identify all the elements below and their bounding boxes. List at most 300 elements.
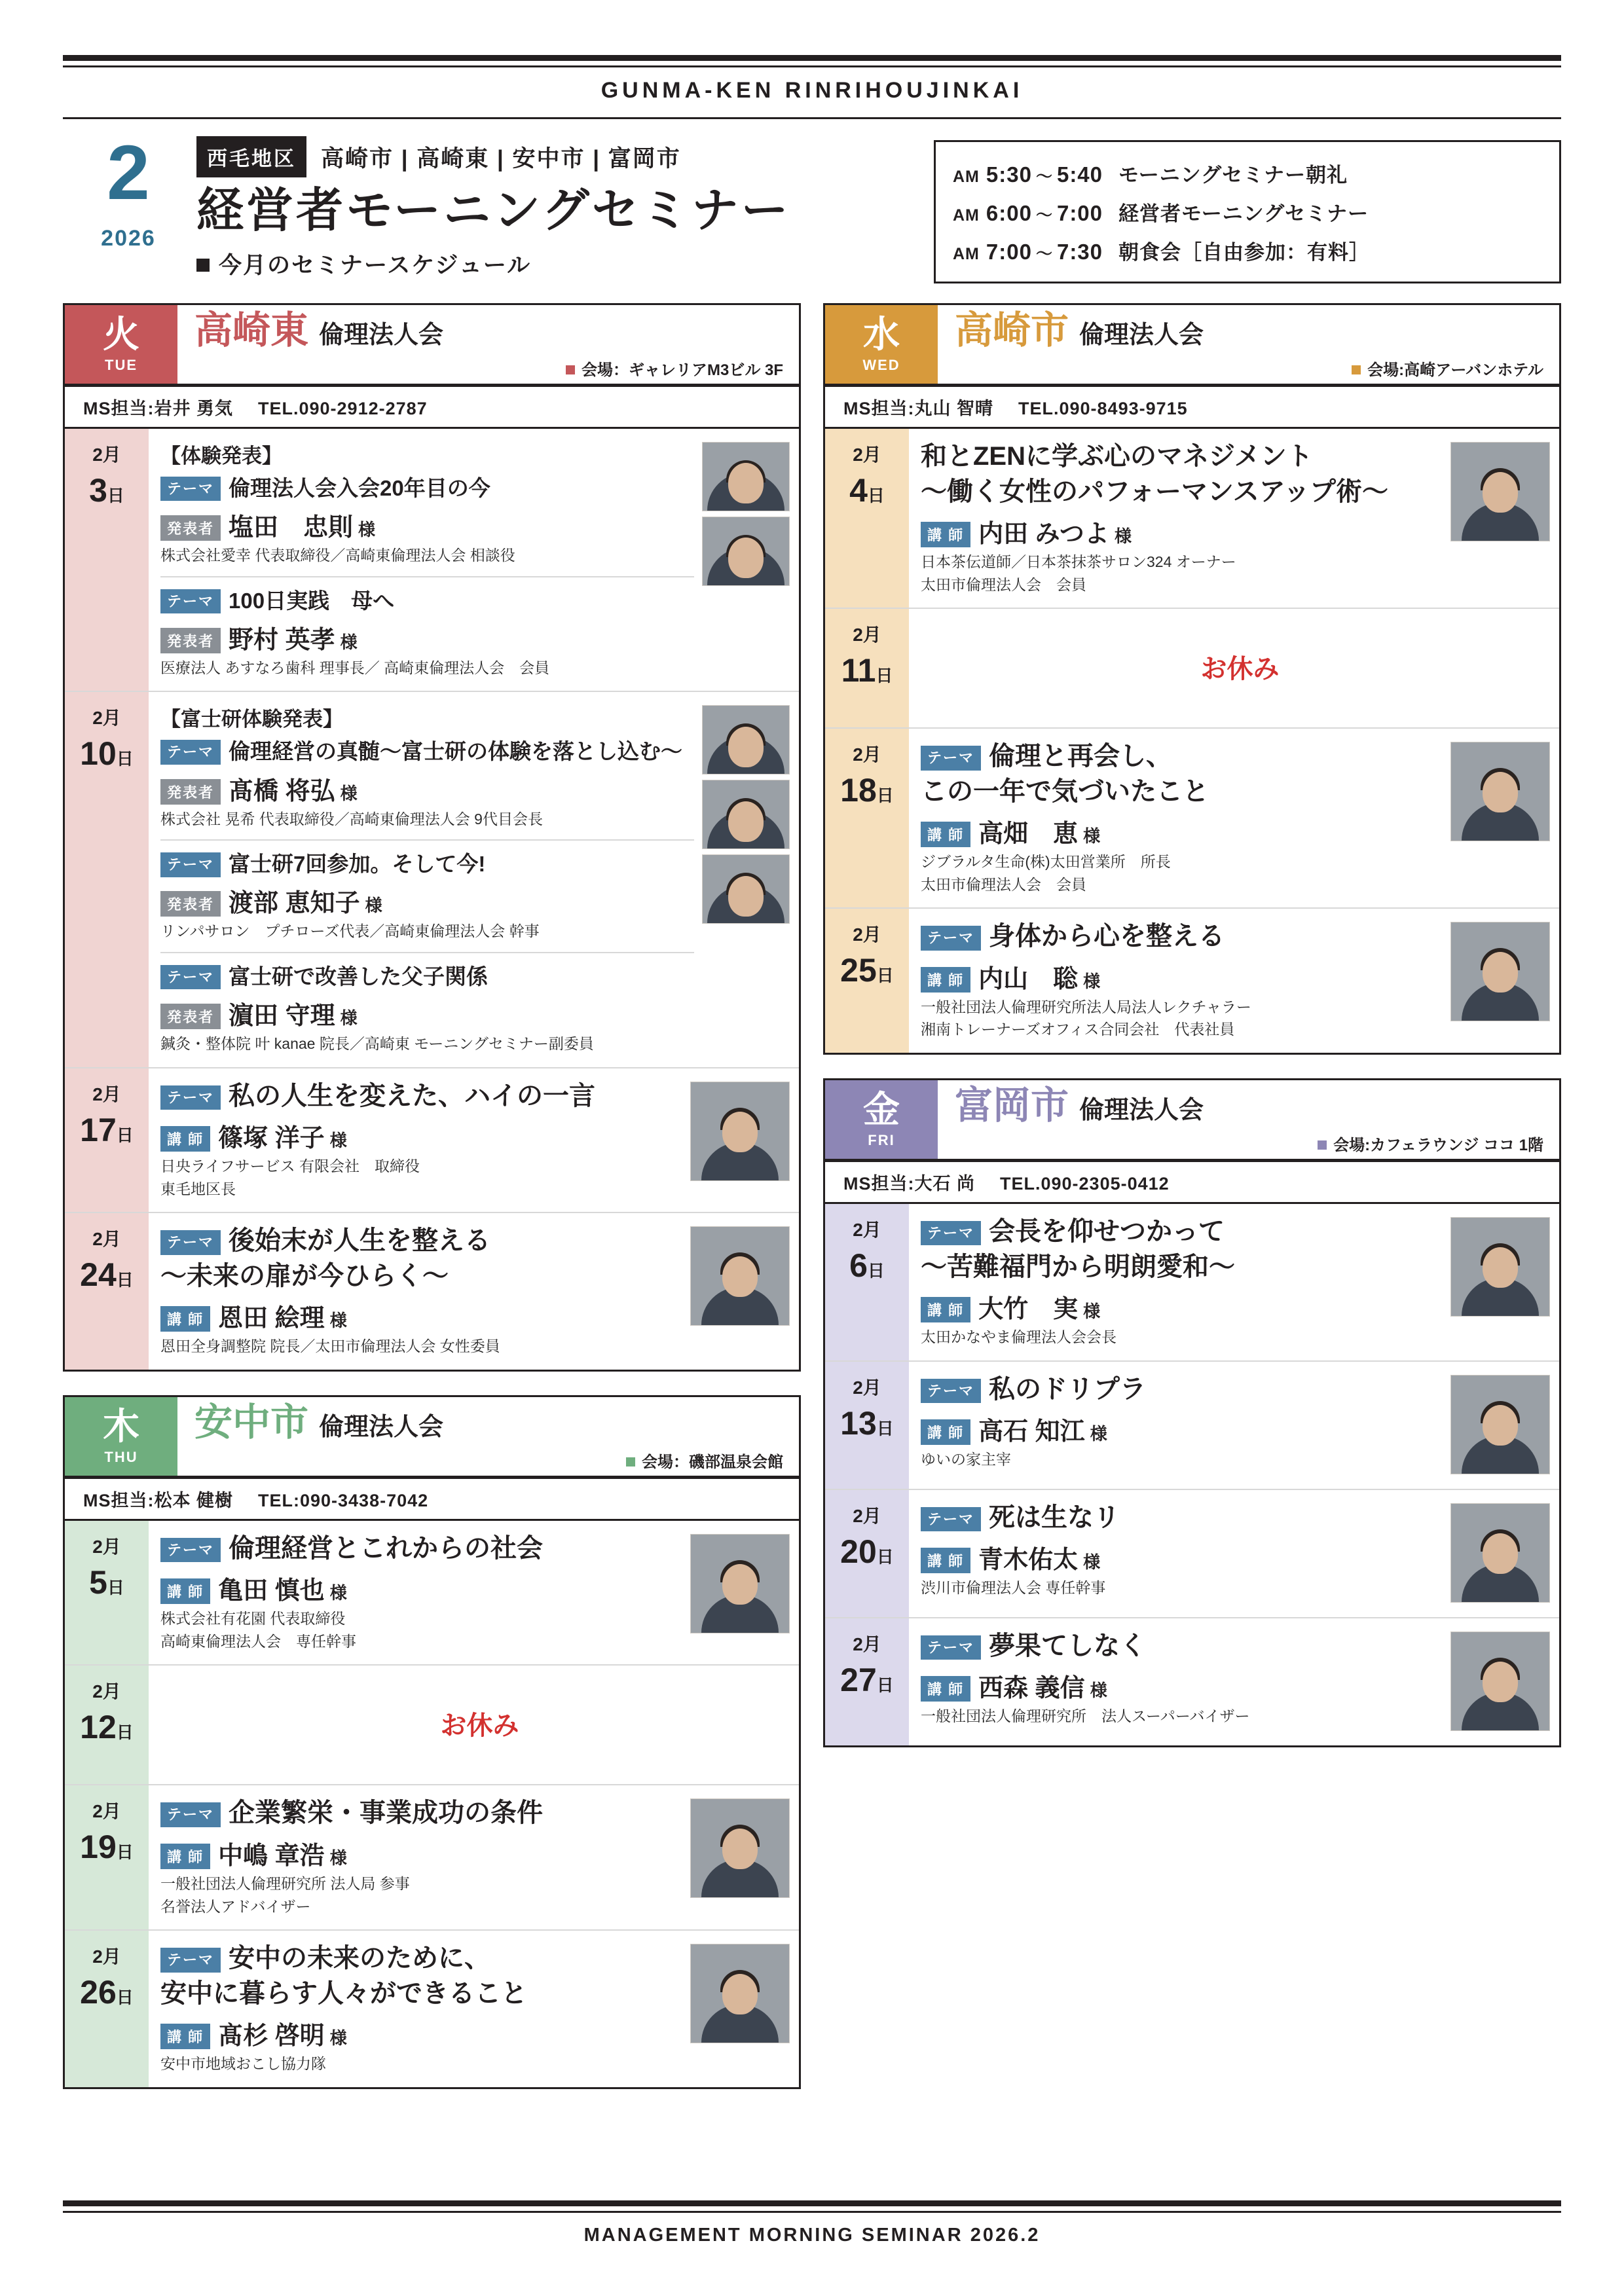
date-cell: [825, 429, 909, 608]
seminar-card-takasaki-higashi: [63, 303, 801, 1372]
tag-label: テーマ: [921, 1635, 981, 1660]
time-label-2: 経営者モーニングセミナー: [1118, 202, 1369, 225]
row-day: 3日: [89, 472, 124, 509]
weekday-jp: 木: [103, 1405, 139, 1447]
tag-label: 発表者: [160, 515, 221, 541]
theme-line: 和とZENに学ぶ心のマネジメント 〜働く女性のパフォーマンスアップ術〜: [921, 442, 1388, 506]
row-month: 2月: [92, 1084, 121, 1104]
speaker-name: 講 師 篠塚 洋子 様: [160, 1118, 682, 1154]
ms-person: MS担当:松本 健樹: [83, 1490, 233, 1510]
theme-line: テーマ 倫理経営とこれからの社会: [160, 1531, 682, 1567]
schedule-row: [825, 1362, 1559, 1490]
weekday-jp: 金: [863, 1088, 900, 1130]
schedule-columns: [63, 303, 1561, 2113]
item-divider: [160, 576, 694, 577]
date-cell: [65, 1521, 149, 1665]
row-text-block: [160, 1531, 690, 1653]
speaker-name: 発表者 塩田 忠則 様: [160, 507, 694, 543]
year-label: 2026: [101, 226, 156, 251]
tag-label: 講 師: [921, 822, 970, 847]
speaker-name: 講 師 中嶋 章浩 様: [160, 1835, 682, 1871]
row-day: 18日: [840, 772, 894, 809]
theme-line: テーマ 富士研7回参加。そして今!: [160, 850, 694, 879]
schedule-row: [825, 609, 1559, 729]
weekday-en: TUE: [105, 357, 138, 373]
row-content: [909, 909, 1559, 1053]
speaker-photo: [690, 1534, 790, 1633]
row-text-block: [921, 919, 1450, 1041]
venue-label: 会場：磯部温泉会館: [194, 1449, 799, 1472]
speaker-block: [160, 2015, 682, 2075]
speaker-photo: [1450, 742, 1550, 841]
date-cell: [65, 1931, 149, 2087]
tag-label: 講 師: [921, 1419, 970, 1445]
row-day: 4日: [849, 472, 885, 509]
ms-phone[interactable]: TEL.090-2912-2787: [258, 399, 428, 418]
speaker-block: [160, 1118, 682, 1200]
row-content: [909, 609, 1559, 727]
time-row-2: [953, 192, 1542, 231]
speaker-photo: [1450, 1503, 1550, 1603]
speaker-name: 講 師 高畑 恵 様: [921, 813, 1443, 849]
row-text-block: [160, 1796, 690, 1918]
ms-phone[interactable]: TEL:090-3438-7042: [258, 1490, 429, 1510]
card-header-main: [177, 1397, 799, 1476]
speaker-affiliation: 日央ライフサービス 有限会社 取締役 東毛地区長: [160, 1157, 420, 1197]
row-content: [909, 1204, 1559, 1360]
time-label-3: 朝食会［自由参加：有料］: [1118, 241, 1371, 264]
rule-thin-under-title: [63, 117, 1561, 119]
date-cell: [65, 1666, 149, 1784]
speaker-photo: [702, 442, 790, 511]
date-cell: [65, 692, 149, 1066]
speaker-photo: [1450, 1631, 1550, 1731]
time-row-3: [953, 231, 1542, 270]
tag-label: テーマ: [160, 1948, 221, 1972]
row-text-block: [921, 439, 1450, 596]
seminar-card-anaka: [63, 1395, 801, 2089]
speaker-photo: [702, 705, 790, 774]
item-divider: [160, 952, 694, 953]
speaker-name: 講 師 西森 義信 様: [921, 1667, 1443, 1704]
theme-line: テーマ 倫理法人会入会20年目の今: [160, 474, 694, 503]
photo-stack: [1450, 439, 1559, 596]
weekday-badge: [825, 1080, 938, 1159]
speaker-affiliation: ジブラルタ生命(株)太田営業所 所長 太田市倫理法人会 会員: [921, 853, 1171, 893]
schedule-row: [65, 1666, 799, 1785]
speaker-name: 発表者 濵田 守理 様: [160, 995, 694, 1031]
main-title: 経営者モーニングセミナー: [196, 185, 791, 237]
tag-label: テーマ: [921, 1507, 981, 1531]
tag-label: テーマ: [160, 1538, 221, 1562]
speaker-name: 講 師 高石 知江 様: [921, 1411, 1443, 1447]
row-month: 2月: [853, 1377, 881, 1398]
schedule-row: [65, 1785, 799, 1931]
tag-label: 講 師: [921, 1676, 970, 1702]
row-month: 2月: [853, 445, 881, 465]
page-title: GUNMA-KEN RINRIHOUJINKAI: [600, 78, 1024, 103]
title-band: [63, 130, 1561, 283]
date-cell: [65, 429, 149, 691]
tag-label: テーマ: [160, 1230, 221, 1254]
venue-label: 会場：ギャレリアM3ビル 3F: [194, 357, 799, 380]
speaker-block: [921, 1288, 1443, 1349]
org-suffix: 倫理法人会: [319, 1413, 444, 1441]
speaker-block: [160, 883, 694, 943]
org-name: 高崎東: [194, 309, 309, 352]
time-am-2: AM: [953, 206, 980, 225]
tag-label: 講 師: [160, 1844, 210, 1869]
schedule-row: [65, 1521, 799, 1666]
month-number: 2: [107, 130, 150, 216]
row-month: 2月: [92, 1229, 121, 1250]
schedule-row: [825, 909, 1559, 1053]
speaker-photo: [1450, 1375, 1550, 1474]
speaker-affiliation: 一般社団法人倫理研究所 法人局 参事 名誉法人アドバイザー: [160, 1875, 410, 1915]
photo-stack: [1450, 739, 1559, 896]
time-start-3: 7:00: [986, 240, 1032, 264]
time-am-1: AM: [953, 168, 980, 186]
sub-title-row: [196, 247, 921, 280]
date-cell: [825, 609, 909, 727]
rule-thick-top: [63, 55, 1561, 61]
photo-stack: [1450, 1214, 1559, 1349]
row-day: 12日: [80, 1709, 134, 1746]
section-bracket-label: 【富士研体験発表】: [160, 708, 343, 731]
row-content: [909, 1362, 1559, 1489]
row-day: 26日: [80, 1974, 134, 2011]
row-day: 20日: [840, 1533, 894, 1570]
weekday-en: WED: [862, 357, 900, 373]
speaker-affiliation: リンパサロン プチローズ代表／高崎東倫理法人会 幹事: [160, 922, 540, 940]
tag-label: テーマ: [921, 746, 981, 770]
photo-stack: [1450, 919, 1559, 1041]
ms-contact-row: [65, 1478, 799, 1521]
row-day: 25日: [840, 952, 894, 989]
rest-notice: お休み: [1200, 655, 1280, 684]
district-row: [196, 136, 921, 177]
row-content: [909, 729, 1559, 907]
schedule-row: [65, 1931, 799, 2087]
weekday-badge: [825, 305, 938, 384]
theme-line: テーマ 100日実践 母へ: [160, 587, 694, 615]
photo-stack: [690, 1224, 799, 1358]
tag-label: テーマ: [921, 1221, 981, 1245]
card-header-main: [938, 1080, 1559, 1159]
row-content: [909, 429, 1559, 608]
org-suffix: 倫理法人会: [1079, 1096, 1204, 1124]
photo-stack: [702, 702, 799, 1055]
row-content: [149, 1068, 799, 1212]
speaker-name: 発表者 渡部 恵知子 様: [160, 883, 694, 919]
theme-line: テーマ 企業繁栄・事業成功の条件: [160, 1796, 682, 1831]
tag-label: 講 師: [160, 1306, 210, 1332]
speaker-affiliation: 株式会社愛幸 代表取締役／高崎東倫理法人会 相談役: [160, 547, 515, 564]
photo-stack: [702, 439, 799, 679]
title-main: [194, 136, 921, 280]
speaker-affiliation: 医療法人 あすなろ歯科 理事長／ 高崎東倫理法人会 会員: [160, 659, 550, 676]
speaker-photo: [1450, 1217, 1550, 1317]
ms-phone[interactable]: TEL.090-2305-0412: [1000, 1173, 1170, 1194]
speaker-block: [160, 1570, 682, 1652]
photo-stack: [690, 1531, 799, 1653]
speaker-photo: [1450, 442, 1550, 541]
section-bracket-label: 【体験発表】: [160, 445, 282, 467]
theme-line: テーマ 会長を仰せつかって 〜苦難福門から明朗愛和〜: [921, 1216, 1235, 1281]
time-end-1: 5:40: [1056, 162, 1103, 187]
tag-label: テーマ: [160, 1085, 221, 1110]
speaker-affiliation: 安中市地域おこし協力隊: [160, 2055, 326, 2073]
speaker-affiliation: 渋川市倫理法人会 専任幹事: [921, 1579, 1106, 1597]
row-text-block: [921, 1372, 1450, 1477]
tag-label: テーマ: [160, 589, 221, 613]
tag-label: 発表者: [160, 628, 221, 653]
speaker-photo: [690, 1944, 790, 2043]
date-cell: [825, 1490, 909, 1617]
speaker-photo: [690, 1798, 790, 1898]
district-tag: 西毛地区: [196, 136, 306, 177]
time-sep-2: 〜: [1035, 206, 1053, 225]
tag-label: テーマ: [921, 1379, 981, 1403]
time-start-2: 6:00: [986, 201, 1032, 225]
time-am-3: AM: [953, 245, 980, 263]
item-divider: [160, 839, 694, 841]
org-suffix: 倫理法人会: [1079, 321, 1204, 349]
tag-label: テーマ: [160, 477, 221, 501]
theme-line: テーマ 後始末が人生を整える 〜未来の扉が今ひらく〜: [160, 1226, 491, 1290]
row-month: 2月: [92, 1536, 121, 1557]
speaker-block: [921, 958, 1443, 1041]
speaker-photo: [690, 1082, 790, 1181]
theme-line: テーマ 夢果てしなく: [921, 1629, 1443, 1664]
row-content: [149, 1666, 799, 1784]
square-bullet-icon: [196, 259, 210, 272]
rest-notice: お休み: [440, 1711, 519, 1741]
theme-line: テーマ 私のドリプラ: [921, 1372, 1443, 1408]
ms-person: MS担当:丸山 智晴: [843, 399, 993, 418]
rule-thick-bottom: [63, 2200, 1561, 2206]
row-day: 5日: [89, 1563, 124, 1601]
row-month: 2月: [92, 445, 121, 465]
schedule-row: [825, 729, 1559, 909]
date-cell: [825, 1362, 909, 1489]
tag-label: テーマ: [160, 1802, 221, 1827]
photo-stack: [1450, 1629, 1559, 1734]
card-header: [825, 305, 1559, 386]
schedule-row: [825, 429, 1559, 609]
row-month: 2月: [92, 1801, 121, 1822]
card-header-main: [177, 305, 799, 384]
schedule-row: [65, 692, 799, 1068]
column-right: [823, 303, 1561, 2113]
time-row-1: [953, 154, 1542, 192]
theme-line: テーマ 身体から心を整える: [921, 919, 1443, 955]
date-cell: [825, 729, 909, 907]
row-month: 2月: [92, 1946, 121, 1967]
row-content: [149, 692, 799, 1066]
photo-stack: [690, 1079, 799, 1201]
row-content: [909, 1618, 1559, 1745]
date-cell: [65, 1785, 149, 1929]
tag-label: テーマ: [160, 852, 221, 877]
date-cell: [825, 1618, 909, 1745]
card-header: [65, 305, 799, 386]
speaker-block: [921, 1667, 1443, 1728]
row-month: 2月: [853, 1219, 881, 1240]
row-month: 2月: [853, 1505, 881, 1526]
tag-label: テーマ: [921, 926, 981, 950]
row-month: 2月: [853, 625, 881, 646]
speaker-block: [921, 513, 1443, 596]
tag-label: 発表者: [160, 891, 221, 917]
time-sep-1: 〜: [1035, 168, 1053, 186]
speaker-block: [160, 507, 694, 567]
row-day: 19日: [80, 1829, 134, 1866]
speaker-name: 発表者 野村 英孝 様: [160, 619, 694, 655]
tag-label: 講 師: [921, 1548, 970, 1573]
weekday-jp: 火: [103, 314, 139, 355]
schedule-row: [825, 1618, 1559, 1745]
theme-line: テーマ 倫理と再会し、 この一年で気づいたこと: [921, 742, 1209, 806]
schedule-row: [825, 1204, 1559, 1362]
speaker-photo: [702, 854, 790, 924]
row-day: 10日: [80, 735, 134, 773]
row-content: [909, 1490, 1559, 1617]
speaker-photo: [702, 780, 790, 849]
card-header: [825, 1080, 1559, 1161]
speaker-name: 講 師 亀田 慎也 様: [160, 1570, 682, 1606]
photo-stack: [1450, 1501, 1559, 1605]
schedule-row: [65, 429, 799, 692]
tag-label: 講 師: [921, 1297, 970, 1322]
speaker-photo: [702, 517, 790, 586]
row-text-block: [921, 1501, 1450, 1605]
time-end-3: 7:30: [1056, 240, 1103, 264]
speaker-block: [160, 1298, 682, 1358]
speaker-name: 講 師 髙杉 啓明 様: [160, 2015, 682, 2051]
speaker-block: [921, 813, 1443, 896]
row-text-block: [160, 1079, 690, 1201]
footer: [63, 2200, 1561, 2246]
speaker-block: [160, 619, 694, 680]
row-day: 13日: [840, 1404, 894, 1442]
org-name: 安中市: [194, 1400, 309, 1444]
speaker-affiliation: 株式会社 晃希 代表取締役／高崎東倫理法人会 9代目会長: [160, 810, 543, 828]
row-content: [149, 1785, 799, 1929]
speaker-name: 講 師 内田 みつよ 様: [921, 513, 1443, 549]
speaker-affiliation: ゆいの家主宰: [921, 1451, 1011, 1468]
speaker-block: [921, 1411, 1443, 1471]
photo-stack: [690, 1941, 799, 2075]
row-month: 2月: [92, 708, 121, 729]
tag-label: 発表者: [160, 1004, 221, 1029]
speaker-block: [921, 1539, 1443, 1599]
time-label-1: モーニングセミナー朝礼: [1118, 164, 1348, 187]
schedule-row: [65, 1213, 799, 1370]
row-month: 2月: [853, 924, 881, 945]
row-day: 17日: [80, 1111, 134, 1148]
weekday-jp: 水: [863, 314, 900, 355]
speaker-affiliation: 鍼灸・整体院 叶 kanae 院長／高崎東 モーニングセミナー副委員: [160, 1035, 594, 1053]
tag-label: 講 師: [160, 1126, 210, 1152]
theme-line: テーマ 倫理経営の真髄〜富士研の体験を落とし込む〜: [160, 737, 694, 766]
weekday-badge: [65, 1397, 177, 1476]
date-cell: [65, 1068, 149, 1212]
row-month: 2月: [853, 1633, 881, 1654]
venue-label: 会場:高崎アーバンホテル: [955, 357, 1559, 380]
row-text-block: [160, 1941, 690, 2075]
speaker-affiliation: 一般社団法人倫理研究所 法人スーパーバイザー: [921, 1707, 1250, 1725]
photo-stack: [1450, 1372, 1559, 1477]
speaker-name: 講 師 恩田 絵理 様: [160, 1298, 682, 1334]
row-content: [149, 429, 799, 691]
ms-contact-row: [65, 386, 799, 429]
speaker-name: 講 師 大竹 実 様: [921, 1288, 1443, 1324]
speaker-name: 講 師 内山 聡 様: [921, 958, 1443, 994]
tag-label: テーマ: [160, 965, 221, 989]
row-day: 6日: [849, 1247, 885, 1284]
row-content: [149, 1521, 799, 1665]
speaker-affiliation: 恩田全身調整院 院長／太田市倫理法人会 女性委員: [160, 1338, 500, 1355]
row-text-block: [160, 1224, 690, 1358]
column-left: [63, 303, 801, 2113]
speaker-affiliation: 日本茶伝道師／日本茶抹茶サロン324 オーナー 太田市倫理法人会 会員: [921, 553, 1236, 593]
weekday-en: THU: [104, 1448, 138, 1465]
row-day: 27日: [840, 1661, 894, 1698]
tag-label: 講 師: [160, 2024, 210, 2049]
seminar-card-tomioka: [823, 1078, 1561, 1747]
row-day: 11日: [841, 652, 893, 689]
schedule-row: [825, 1490, 1559, 1618]
speaker-photo: [690, 1226, 790, 1326]
seminar-card-takasaki-shi: [823, 303, 1561, 1055]
speaker-name: 発表者 髙橋 将弘 様: [160, 771, 694, 807]
speaker-name: 講 師 青木佑太 様: [921, 1539, 1443, 1575]
photo-stack: [690, 1796, 799, 1918]
speaker-affiliation: 株式会社有花園 代表取締役 高崎東倫理法人会 専任幹事: [160, 1610, 356, 1650]
row-content: [149, 1213, 799, 1370]
row-text-block: [921, 1214, 1450, 1349]
row-month: 2月: [853, 744, 881, 765]
schedule-row: [65, 1068, 799, 1214]
venue-label: 会場:カフェラウンジ ココ 1階: [955, 1132, 1559, 1155]
org-name: 高崎市: [955, 309, 1069, 352]
tag-label: 発表者: [160, 779, 221, 805]
speaker-affiliation: 太田かなやま倫理法人会会長: [921, 1328, 1116, 1346]
sub-title: 今月のセミナースケジュール: [219, 253, 532, 279]
ms-phone[interactable]: TEL.090-8493-9715: [1018, 399, 1188, 418]
theme-line: テーマ 安中の未来のために、 安中に暮らす人々ができること: [160, 1944, 527, 2008]
tag-label: 講 師: [921, 967, 970, 993]
card-header-main: [938, 305, 1559, 384]
tag-label: テーマ: [160, 740, 221, 764]
org-name: 富岡市: [955, 1084, 1069, 1127]
weekday-en: FRI: [868, 1131, 895, 1148]
ms-contact-row: [825, 1161, 1559, 1204]
footer-text: MANAGEMENT MORNING SEMINAR 2026.2: [583, 2225, 1041, 2246]
times-box: [934, 140, 1561, 283]
row-month: 2月: [92, 1681, 121, 1702]
ms-person: MS担当:岩井 勇気: [83, 399, 233, 418]
district-list: 高崎市 | 高崎東 | 安中市 | 富岡市: [321, 145, 681, 172]
speaker-block: [160, 1835, 682, 1918]
theme-line: テーマ 死は生なリ: [921, 1501, 1443, 1536]
time-start-1: 5:30: [986, 162, 1032, 187]
date-cell: [65, 1213, 149, 1370]
row-content: [149, 1931, 799, 2087]
org-suffix: 倫理法人会: [319, 321, 444, 349]
row-text-block: [160, 702, 702, 1055]
